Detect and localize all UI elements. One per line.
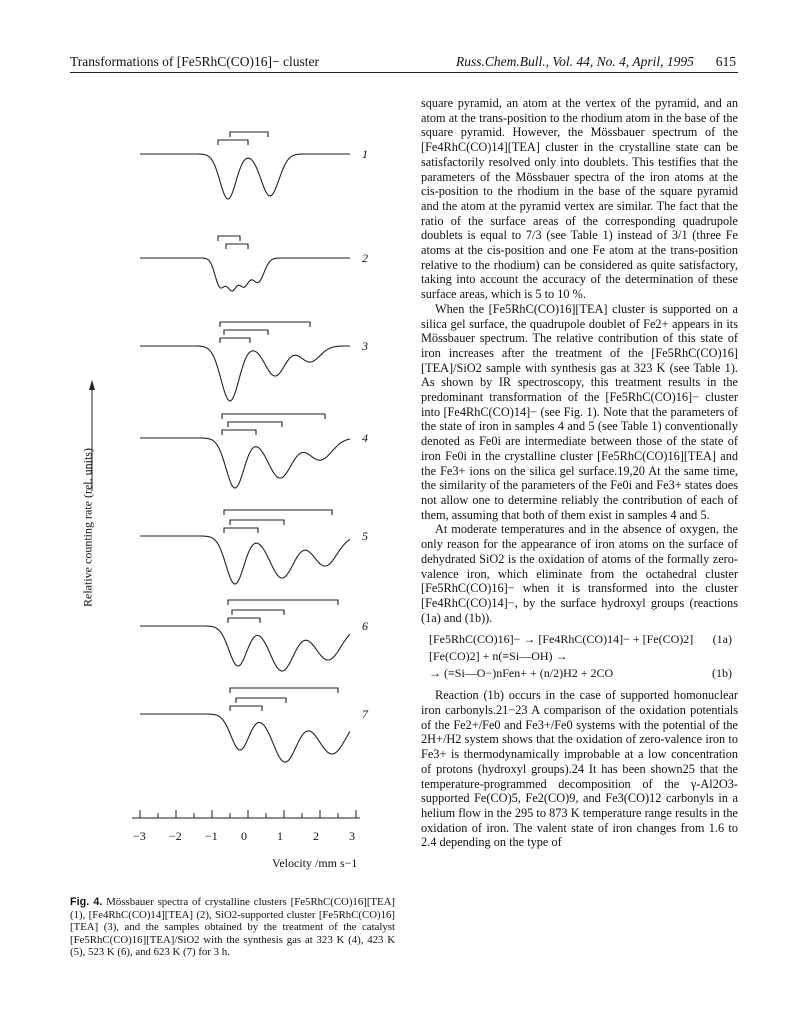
y-axis-arrowhead	[89, 380, 95, 390]
paragraph-4: Reaction (1b) occurs in the case of supported homonuclear iron carbonyls.21−23 A comparison of the oxidation potentials of the Fe2+/Fe0 and Fe3+/Fe0 systems with the potential of the 2H+/H2 system shows that the oxidation of zero-valence iron to Fe3+ is thermodynamically improbable at a low concentration of protons (hydroxyl groups).24 It has been shown25 that the temperature-programmed decomposition of the γ-Al2O3-supported Fe(CO)5, Fe2(CO)9, and Fe3(CO)12 carbonyls in a helium flow in the 295 to 873 K temperature range results in the oxidation of iron. The valent state of iron changes from 1.6 to 2.4 depending on the type of	[421, 688, 738, 850]
spectrum-curve-6	[140, 626, 350, 671]
velocity-tick-label: 0	[241, 829, 247, 843]
equation-1b-line2: → (≡Si—O−)nFen+ + (n/2)H2 + 2CO	[429, 666, 614, 681]
doublet-bracket-4-1	[222, 414, 325, 419]
doublet-bracket-7-2	[236, 698, 286, 703]
spectrum-label-6: 6	[362, 619, 368, 633]
header-title: Transformations of [Fe5RhC(CO)16]− cluster	[70, 54, 319, 69]
spectrum-label-4: 4	[362, 431, 368, 445]
doublet-bracket-6-2	[232, 610, 284, 615]
spectrum-curve-2	[140, 258, 350, 291]
doublet-bracket-6-3	[228, 618, 260, 623]
spectrum-curve-7	[140, 714, 350, 762]
velocity-tick-label: −3	[133, 829, 146, 843]
doublet-bracket-1-2	[230, 132, 268, 137]
page-number: 615	[715, 54, 736, 69]
velocity-axis	[132, 810, 360, 818]
spectrum-label-2: 2	[362, 251, 368, 265]
spectrum-label-3: 3	[362, 339, 368, 353]
doublet-bracket-2-2	[226, 244, 248, 249]
spectrum-label-5: 5	[362, 529, 368, 543]
equation-1b-line1: [Fe(CO)2] + n(≡Si—OH) →	[429, 649, 568, 664]
spectrum-label-1: 1	[362, 147, 368, 161]
caption-head: Fig. 4.	[70, 896, 103, 908]
velocity-tick-label: 1	[277, 829, 283, 843]
equations	[429, 631, 738, 682]
equation-1a-tag: (1a)	[712, 632, 732, 647]
doublet-bracket-2-1	[218, 236, 240, 241]
x-axis-label: Velocity /mm s−1	[272, 856, 358, 870]
doublet-bracket-4-3	[222, 430, 256, 435]
velocity-tick-label: 3	[349, 829, 355, 843]
doublet-bracket-7-1	[230, 688, 338, 693]
mossbauer-figure	[70, 96, 400, 896]
velocity-tick-label: 2	[313, 829, 319, 843]
running-header	[70, 52, 738, 73]
spectrum-curve-5	[140, 536, 350, 584]
spectrum-curve-3	[140, 346, 350, 401]
header-journal: Russ.Chem.Bull., Vol. 44, No. 4, April, 1995	[456, 54, 694, 69]
equation-1b-tag: (1b)	[712, 666, 732, 681]
paragraph-3: At moderate temperatures and in the absence of oxygen, the only reason for the appearance of iron atoms on the surface of dehydrated SiO2 is the oxidation of atoms of the formally zero-valence iron, which eliminate from the octahedral cluster [Fe5RhC(CO)16]− when it is transformed into the cluster [Fe4RhC(CO)14]−, by the surface hydroxyl groups (reactions (1a) and (1b)).	[421, 522, 738, 625]
equation-1a: [Fe5RhC(CO)16]− → [Fe4RhC(CO)14]− + [Fe(CO)2]	[429, 632, 694, 647]
velocity-tick-label: −1	[205, 829, 218, 843]
doublet-bracket-3-2	[224, 330, 268, 335]
spectrum-label-7: 7	[362, 707, 368, 721]
doublet-bracket-5-1	[224, 510, 332, 515]
y-axis-label-box	[78, 400, 98, 660]
spectrum-curve-1	[140, 154, 350, 199]
doublet-bracket-3-1	[220, 322, 310, 327]
right-column-text	[421, 96, 738, 850]
paragraph-1: square pyramid, an atom at the vertex of the pyramid, and an atom at the trans-position to the rhodium atom in the base of the square pyramid. However, the Mössbauer spectrum of the [Fe4RhC(CO)14][TEA] cluster in the crystalline state can be satisfactorily resolved only into doublets. This testifies that the parameters of the Mössbauer spectra of the iron atoms at the cis-position to the rhodium in the base of the square pyramid and the atom at the pyramid vertex are similar. The fact that the ratio of the surface areas of the corresponding quadrupole doublets is equal to 7/3 (see Table 1) instead of 3/1 (three Fe atoms at the cis-position and one Fe atom at the trans-position relative to the rhodium) can be considered as quite satisfactory, taking into account the accuracy of the determination of these surface areas, which is 5 to 10 %.	[421, 96, 738, 302]
spectra-group	[140, 132, 350, 762]
doublet-bracket-5-3	[224, 528, 258, 533]
doublet-bracket-4-2	[228, 422, 282, 427]
spectrum-curve-4	[140, 438, 350, 488]
paragraph-2: When the [Fe5RhC(CO)16][TEA] cluster is supported on a silica gel surface, the quadrupole doublet of Fe2+ appears in its Mössbauer spectrum. The relative contribution of this state of iron increases after the treatment of the [Fe5RhC(CO)16][TEA]/SiO2 sample with synthesis gas at 323 K (see Table 1). As shown by IR spectroscopy, this treatment results in the predominant transformation of the [Fe5RhC(CO)16]− cluster into [Fe4RhC(CO)14]− (see Fig. 1). Note that the parameters of the state of iron in samples 4 and 5 (see Table 1) conventionally denoted as Fe0i are intermediate between those of the state of iron Fe0i in the crystalline cluster [Fe5RhC(CO)16][TEA] and the Fe3+ ions on the silica gel surface.19,20 At the same time, the similarity of the parameters of the Fe0i and Fe3+ states does not allow one to determine reliably the contribution of each of them, assuming that both of them exist in samples 4 and 5.	[421, 301, 738, 522]
doublet-bracket-6-1	[228, 600, 338, 605]
doublet-bracket-3-3	[220, 338, 250, 343]
doublet-bracket-7-3	[230, 706, 262, 711]
y-axis-label: Relative counting rate (rel. units)	[80, 448, 95, 607]
figure-caption	[70, 896, 395, 959]
doublet-bracket-1-1	[218, 140, 248, 145]
doublet-bracket-5-2	[230, 520, 284, 525]
velocity-tick-label: −2	[169, 829, 182, 843]
caption-text: Mössbauer spectra of crystalline clusters [Fe5RhC(CO)16][TEA] (1), [Fe4RhC(CO)14][TEA] (2), SiO2-supported cluster [Fe5RhC(CO)16][TEA] (3), and the samples obtained by the treatment of the catalyst [Fe5RhC(CO)16][TEA]/SiO2 with the synthesis gas at 323 K (4), 423 K (5), 523 K (6), and 623 K (7) for 3 h.	[70, 896, 396, 959]
